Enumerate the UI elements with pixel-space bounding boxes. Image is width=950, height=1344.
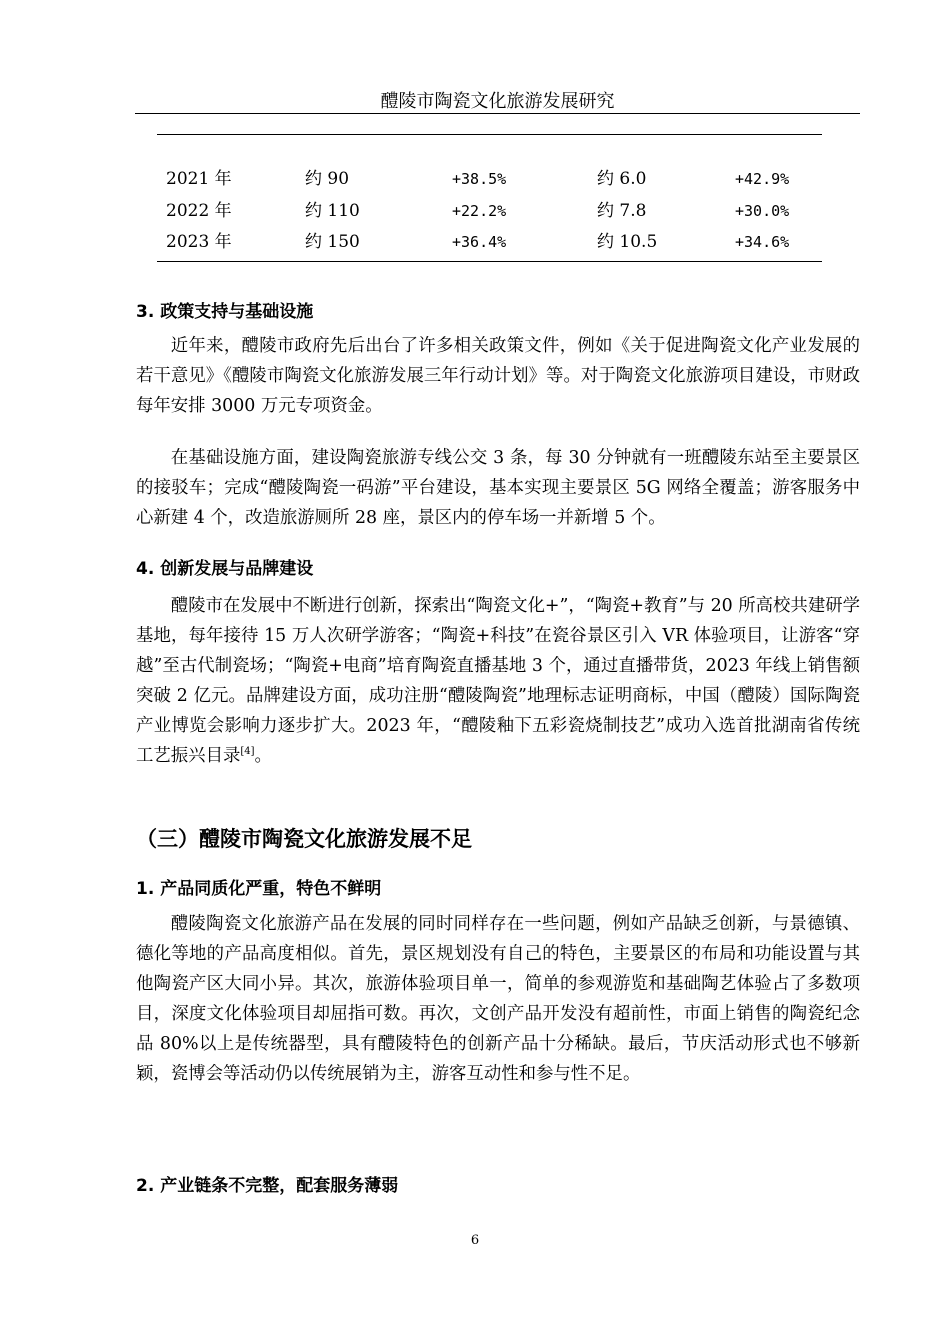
table-row xyxy=(157,196,822,227)
table-cell: +34.6% xyxy=(735,233,790,251)
running-header-title: 醴陵市陶瓷文化旅游发展研究 xyxy=(380,91,615,112)
table-row xyxy=(157,227,822,258)
table-cell: +36.4% xyxy=(452,233,507,251)
paragraph-infrastructure: 在基础设施方面，建设陶瓷旅游专线公交 3 条，每 30 分钟就有一班醴陵东站至主要景区的接驳车；完成“醴陵陶瓷一码游”平台建设，基本实现主要景区 5G 网络全覆盖；游客服务中心新建 4 个，改造旅游厕所 28 座，景区内的停车场一并新增 5 个。 xyxy=(136,448,860,528)
page-number: 6 xyxy=(470,1233,480,1248)
table-cell-year: 2022 年 xyxy=(166,201,232,221)
table-cell: 约 150 xyxy=(305,232,360,252)
table-cell-year: 2021 年 xyxy=(166,169,232,189)
table-cell-year: 2023 年 xyxy=(166,232,232,252)
paragraph-homogenization: 醴陵陶瓷文化旅游产品在发展的同时同样存在一些问题，例如产品缺乏创新，与景德镇、德化等地的产品高度相似。首先，景区规划没有自己的特色，主要景区的布局和功能设置与其他陶瓷产区大同小异。其次，旅游体验项目单一，简单的参观游览和基础陶艺体验占了多数项目，深度文化体验项目却屈指可数。再次，文创产品开发没有超前性，市面上销售的陶瓷纪念品 80%以上是传统器型，具有醴陵特色的创新产品十分稀缺。最后，节庆活动形式也不够新颖，瓷博会等活动仍以传统展销为主，游客互动性和参与性不足。 xyxy=(136,914,860,1084)
table-top-rule xyxy=(157,134,822,135)
table-cell: +38.5% xyxy=(452,170,507,188)
table-cell: 约 6.0 xyxy=(597,169,647,189)
section-heading-innovation: 4. 创新发展与品牌建设 xyxy=(136,559,314,579)
table-cell: 约 10.5 xyxy=(597,232,658,252)
section-heading-policy: 3. 政策支持与基础设施 xyxy=(136,302,314,322)
table-cell: +42.9% xyxy=(735,170,790,188)
table-cell: 约 90 xyxy=(305,169,350,189)
paragraph-innovation xyxy=(136,591,860,771)
table-cell: 约 110 xyxy=(305,201,360,221)
citation-ref: [4] xyxy=(240,746,255,758)
paragraph-innovation-text: 醴陵市在发展中不断进行创新，探索出“陶瓷文化+”，“陶瓷+教育”与 20 所高校共建研学基地，每年接待 15 万人次研学游客；“陶瓷+科技”在瓷谷景区引入 VR 体验项目，让游客“穿越”至古代制瓷场；“陶瓷+电商”培育陶瓷直播基地 3 个，通过直播带货，2023 年线上销售额突破 2 亿元。品牌建设方面，成功注册“醴陵陶瓷”地理标志证明商标，中国（醴陵）国际陶瓷产业博览会影响力逐步扩大。2023 年，“醴陵釉下五彩瓷烧制技艺”成功入选首批湖南省传统工艺振兴目录 xyxy=(136,596,860,766)
section-heading-industry-chain: 2. 产业链条不完整，配套服务薄弱 xyxy=(136,1176,399,1196)
table-cell: +30.0% xyxy=(735,202,790,220)
table-cell: 约 7.8 xyxy=(597,201,647,221)
table-row xyxy=(157,164,822,195)
table-bottom-rule xyxy=(157,261,822,262)
header-divider xyxy=(135,113,860,114)
part-heading-shortcomings: （三）醴陵市陶瓷文化旅游发展不足 xyxy=(136,827,472,851)
paragraph-policy: 近年来，醴陵市政府先后出台了许多相关政策文件，例如《关于促进陶瓷文化产业发展的若干意见》《醴陵市陶瓷文化旅游发展三年行动计划》等。对于陶瓷文化旅游项目建设，市财政每年安排 3000 万元专项资金。 xyxy=(136,336,860,416)
table-cell: +22.2% xyxy=(452,202,507,220)
section-heading-homogenization: 1. 产品同质化严重，特色不鲜明 xyxy=(136,879,382,899)
paragraph-innovation-end: 。 xyxy=(254,746,272,766)
